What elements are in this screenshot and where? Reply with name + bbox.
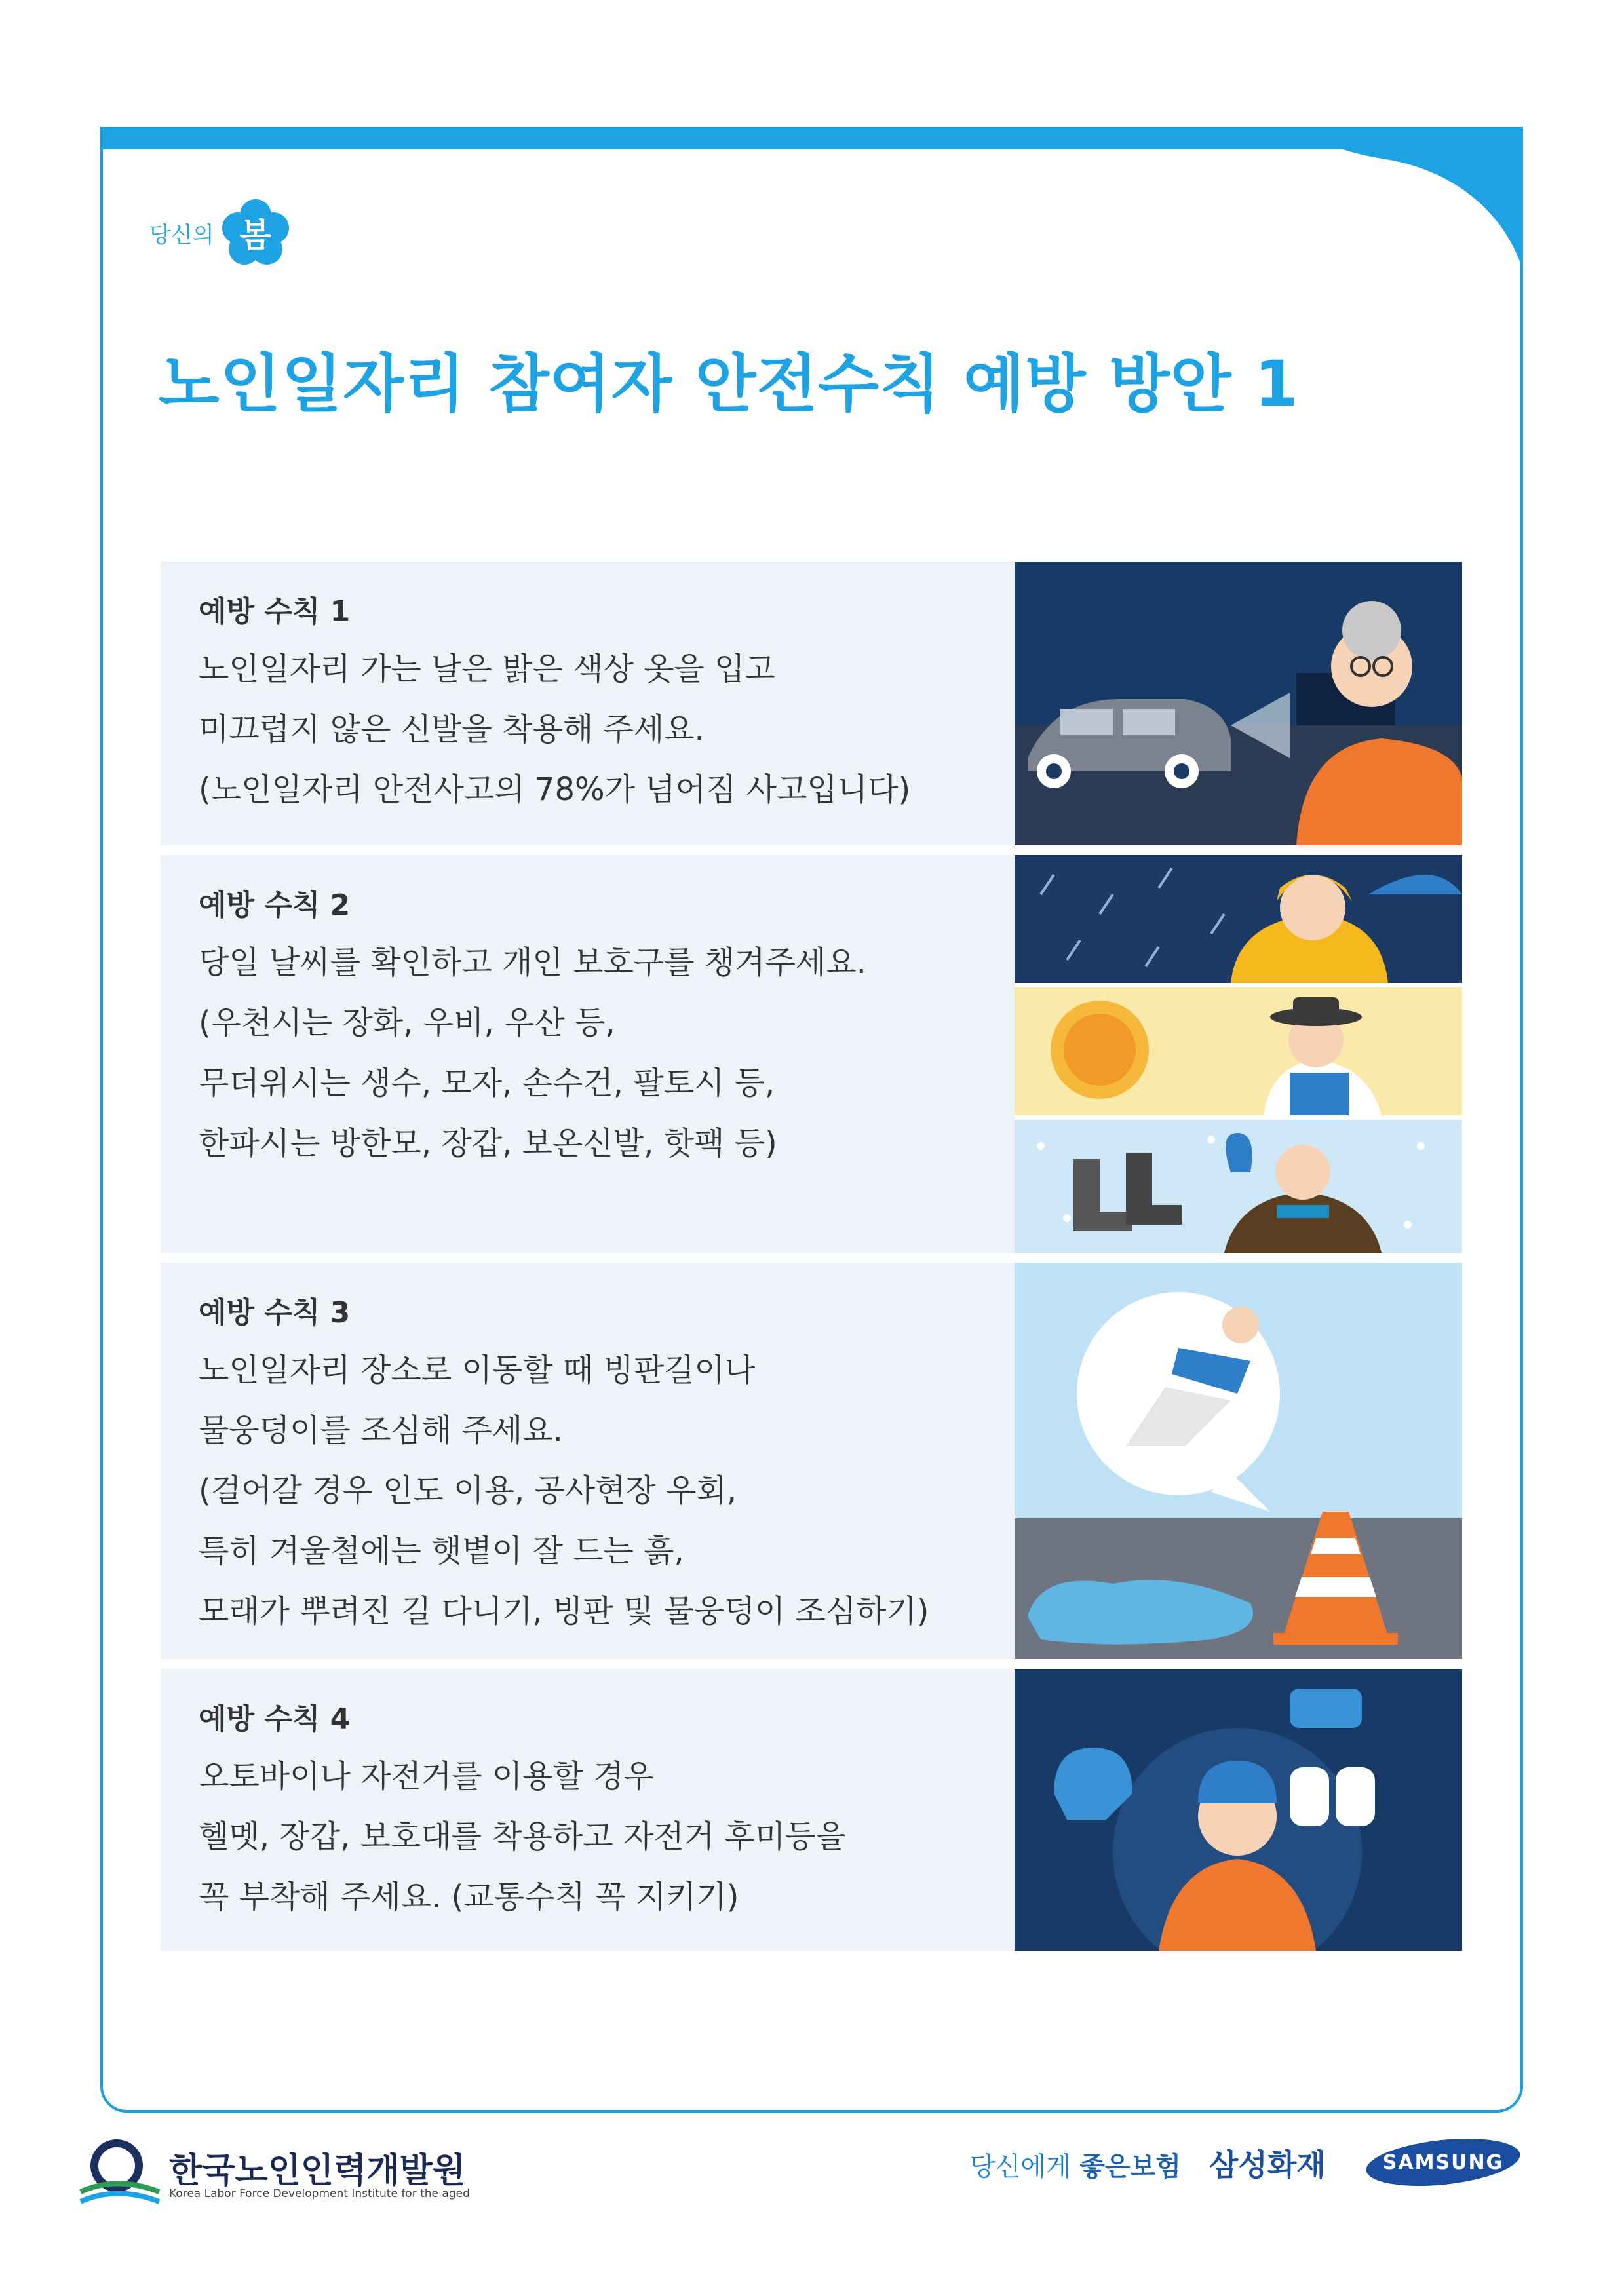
institute-emblem-icon	[77, 2136, 163, 2208]
illustration-cold	[1015, 1120, 1462, 1253]
rule-line: 한파시는 방한모, 장갑, 보온신발, 핫팩 등)	[199, 1125, 777, 1162]
rule-line: 물웅덩이를 조심해 주세요.	[199, 1412, 563, 1449]
illustration-heat	[1015, 987, 1462, 1115]
company-name: 삼성화재	[1209, 2147, 1326, 2183]
slogan	[970, 2146, 1181, 2183]
rule-line: (걸어갈 경우 인도 이용, 공사현장 우회,	[199, 1472, 737, 1509]
illustration-protective-gear	[1015, 1669, 1462, 1951]
rule-line: 노인일자리 가는 날은 밝은 색상 옷을 입고	[199, 651, 775, 687]
institute-logo	[77, 2136, 470, 2208]
rule-heading: 예방 수칙 2	[199, 889, 351, 922]
corner-wave-decoration	[1311, 127, 1523, 271]
flower-icon	[220, 197, 292, 269]
rule-heading: 예방 수칙 3	[199, 1296, 351, 1330]
institute-name-en: Korea Labor Force Development Institute for the aged	[169, 2187, 470, 2200]
institute-name-kr: 한국노인인력개발원	[169, 2151, 466, 2191]
rule-line: 무더위시는 생수, 모자, 손수건, 팔토시 등,	[199, 1065, 775, 1101]
rule-line: (노인일자리 안전사고의 78%가 넘어짐 사고입니다)	[199, 771, 911, 808]
slogan-bold: 좋은보험	[1079, 2152, 1181, 2182]
rule-body	[199, 1340, 929, 1641]
rule-heading: 예방 수칙 4	[199, 1702, 351, 1736]
rule-line: 오토바이나 자전거를 이용할 경우	[199, 1758, 654, 1795]
rule-line: 헬멧, 장갑, 보호대를 착용하고 자전거 후미등을	[199, 1818, 846, 1855]
illustration-car-night	[1015, 562, 1462, 845]
illustration-slip-puddle	[1015, 1263, 1462, 1659]
rule-line: 노인일자리 장소로 이동할 때 빙판길이나	[199, 1352, 756, 1388]
samsung-logo	[1364, 2137, 1522, 2187]
samsung-logo-text: SAMSUNG	[1382, 2151, 1504, 2174]
rule-heading: 예방 수칙 1	[199, 595, 351, 628]
rule-line: (우천시는 장화, 우비, 우산 등,	[199, 1004, 615, 1041]
rule-section-3	[161, 1263, 1015, 1659]
slogan-prefix: 당신에게	[970, 2152, 1072, 2182]
illustration-rain	[1015, 855, 1462, 983]
rule-body	[199, 932, 866, 1174]
rule-section-4	[161, 1669, 1015, 1951]
rule-body	[199, 1746, 846, 1927]
page-title: 노인일자리 참여자 안전수칙 예방 방안 1	[159, 347, 1299, 421]
rule-section-2	[161, 855, 1015, 1253]
rule-body	[199, 639, 910, 820]
rule-line: 모래가 뿌려진 길 다니기, 빙판 및 물웅덩이 조심하기)	[199, 1593, 929, 1630]
rule-section-1	[161, 562, 1015, 845]
rule-line: 미끄럽지 않은 신발을 착용해 주세요.	[199, 711, 705, 748]
rule-line: 꼭 부착해 주세요. (교통수칙 꼭 지키기)	[199, 1879, 739, 1915]
brand-flower-text: 봄	[239, 216, 271, 254]
rule-line: 당일 날씨를 확인하고 개인 보호구를 챙겨주세요.	[199, 944, 866, 981]
brand-small-text: 당신의	[149, 221, 214, 248]
rule-line: 특히 겨울철에는 햇볕이 잘 드는 흙,	[199, 1533, 684, 1569]
brand-mark	[149, 197, 292, 269]
